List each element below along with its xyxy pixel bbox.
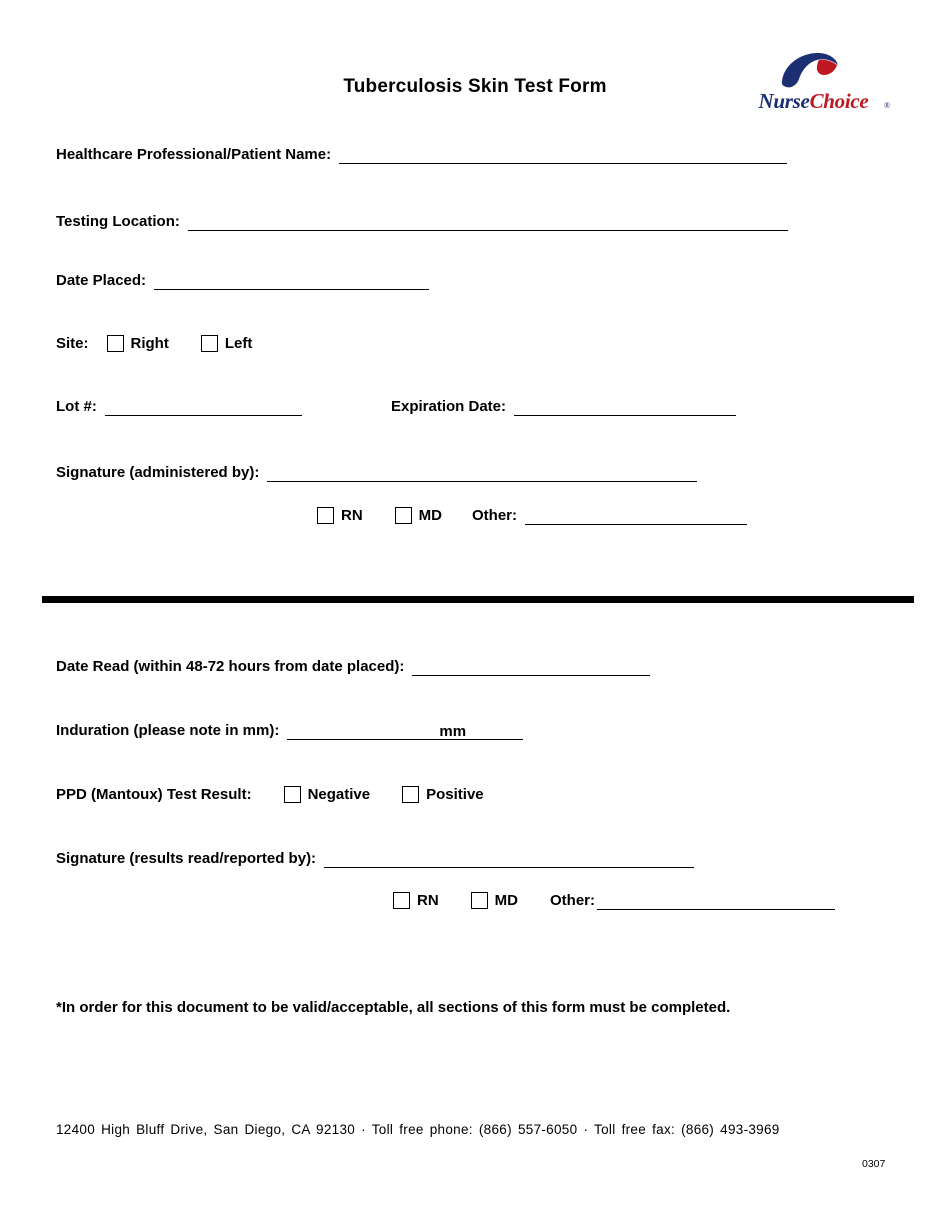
checkbox-rn-icon[interactable] bbox=[317, 507, 334, 524]
field-lot-number bbox=[56, 398, 302, 416]
credential-md-administered-label: MD bbox=[418, 507, 442, 524]
site-option-left-label: Left bbox=[224, 335, 253, 352]
signature-administered-input[interactable] bbox=[267, 467, 697, 482]
date-read-input[interactable] bbox=[412, 661, 650, 676]
checkbox-negative-icon[interactable] bbox=[284, 786, 301, 803]
section-divider bbox=[42, 596, 914, 603]
ppd-result-label: PPD (Mantoux) Test Result: bbox=[56, 786, 252, 803]
date-read-label: Date Read (within 48-72 hours from date placed): bbox=[56, 658, 405, 675]
site-option-right[interactable] bbox=[107, 335, 169, 353]
checkbox-md-icon[interactable] bbox=[395, 507, 412, 524]
field-ppd-result bbox=[56, 786, 484, 804]
logo-wordmark bbox=[732, 89, 895, 114]
other-results-label: Other: bbox=[550, 892, 595, 909]
ppd-result-negative[interactable] bbox=[284, 786, 371, 804]
credential-rn-results-label: RN bbox=[417, 892, 439, 909]
signature-administered-label: Signature (administered by): bbox=[56, 464, 260, 481]
patient-name-input[interactable] bbox=[339, 149, 787, 164]
field-date-read bbox=[56, 658, 650, 676]
lot-number-input[interactable] bbox=[105, 401, 302, 416]
field-expiration-date bbox=[391, 398, 736, 416]
site-option-right-label: Right bbox=[130, 335, 169, 352]
checkbox-rn-results-icon[interactable] bbox=[393, 892, 410, 909]
ppd-result-positive-label: Positive bbox=[426, 786, 484, 803]
credential-rn-results[interactable] bbox=[393, 892, 439, 910]
document-number: 0307 bbox=[862, 1158, 886, 1170]
checkbox-md-results-icon[interactable] bbox=[471, 892, 488, 909]
footer-address: 12400 High Bluff Drive, San Diego, CA 92130 · Toll free phone: (866) 557-6050 · Toll free fax: (866) 493-3969 bbox=[56, 1122, 780, 1137]
date-placed-input[interactable] bbox=[154, 275, 429, 290]
induration-label: Induration (please note in mm): bbox=[56, 722, 280, 739]
other-administered-label: Other: bbox=[472, 507, 517, 524]
credential-md-results-label: MD bbox=[494, 892, 518, 909]
induration-unit-label: mm bbox=[439, 723, 467, 740]
field-testing-location bbox=[56, 213, 788, 231]
credentials-administered bbox=[317, 507, 747, 525]
credential-rn-administered[interactable] bbox=[317, 507, 363, 525]
expiration-date-input[interactable] bbox=[514, 401, 736, 416]
other-administered-input[interactable] bbox=[525, 510, 747, 525]
site-label: Site: bbox=[56, 335, 89, 352]
testing-location-input[interactable] bbox=[188, 216, 788, 231]
credentials-results bbox=[393, 892, 835, 910]
credential-md-administered[interactable] bbox=[395, 507, 442, 525]
expiration-date-label: Expiration Date: bbox=[391, 398, 507, 415]
field-signature-results bbox=[56, 850, 694, 868]
nursechoice-logo bbox=[731, 46, 896, 121]
logo-registered-mark: ® bbox=[884, 101, 891, 110]
checkbox-positive-icon[interactable] bbox=[402, 786, 419, 803]
date-placed-label: Date Placed: bbox=[56, 272, 147, 289]
patient-name-label: Healthcare Professional/Patient Name: bbox=[56, 146, 332, 163]
credential-md-results[interactable] bbox=[471, 892, 518, 910]
field-induration bbox=[56, 722, 523, 740]
other-results-input[interactable] bbox=[597, 895, 835, 910]
ppd-result-negative-label: Negative bbox=[307, 786, 371, 803]
field-signature-administered bbox=[56, 464, 697, 482]
field-date-placed bbox=[56, 272, 429, 290]
ppd-result-positive[interactable] bbox=[402, 786, 484, 804]
signature-results-input[interactable] bbox=[324, 853, 694, 868]
site-option-left[interactable] bbox=[201, 335, 253, 353]
field-site bbox=[56, 335, 252, 353]
induration-input[interactable] bbox=[287, 725, 523, 740]
logo-word-choice: Choice bbox=[809, 89, 869, 113]
validity-note: *In order for this document to be valid/acceptable, all sections of this form must be completed. bbox=[56, 999, 731, 1016]
signature-results-label: Signature (results read/reported by): bbox=[56, 850, 317, 867]
testing-location-label: Testing Location: bbox=[56, 213, 180, 230]
checkbox-right-icon[interactable] bbox=[107, 335, 124, 352]
swoosh-icon bbox=[778, 51, 840, 89]
credential-rn-administered-label: RN bbox=[341, 507, 363, 524]
page-title: Tuberculosis Skin Test Form bbox=[343, 76, 607, 97]
field-patient-name bbox=[56, 146, 787, 164]
checkbox-left-icon[interactable] bbox=[201, 335, 218, 352]
lot-number-label: Lot #: bbox=[56, 398, 97, 415]
logo-word-nurse: Nurse bbox=[758, 89, 810, 113]
